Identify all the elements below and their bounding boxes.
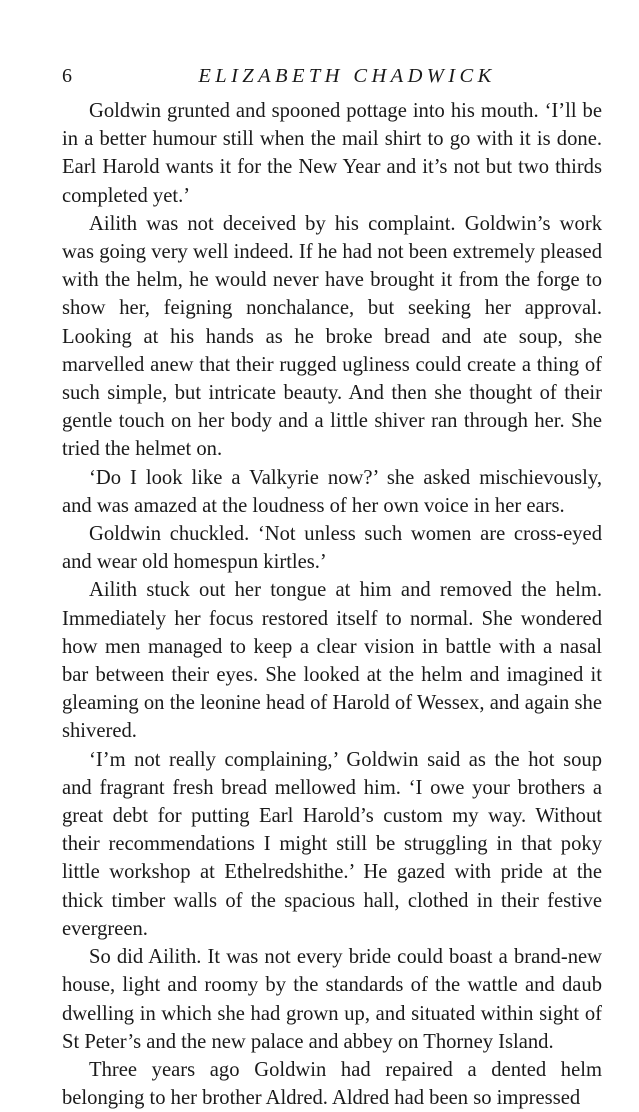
- paragraph: ‘I’m not really complaining,’ Goldwin said as the hot soup and fragrant fresh bread mellowed him. ‘I owe your brothers a great debt for putting Earl Harold’s custom my way. Without their recommendations I might still be struggling in that poky little workshop at Ethelredshithe.’ He gazed with pride at the thick timber walls of the spacious hall, clothed in their festive evergreen.: [62, 748, 602, 940]
- paragraph: Goldwin grunted and spooned pottage into his mouth. ‘I’ll be in a better humour still when the mail shirt to go with it is done. Earl Harold wants it for the New Year and it’s not but two thirds completed yet.’: [62, 100, 602, 207]
- page-header: [62, 62, 602, 90]
- paragraph: ‘Do I look like a Valkyrie now?’ she asked mischievously, and was amazed at the loudness of her own voice in her ears.: [62, 466, 602, 517]
- running-head: ELIZABETH CHADWICK: [198, 65, 496, 87]
- paragraph: Goldwin chuckled. ‘Not unless such women are cross-eyed and wear old homespun kirtles.’: [62, 523, 602, 574]
- body-text: [62, 97, 602, 1112]
- paragraph: Ailith was not deceived by his complaint. Goldwin’s work was going very well indeed. If he had not been extremely pleased with the helm, he would never have brought it from the forge to show her, feigning nonchalance, but seeking her approval. Looking at his hands as he broke bread and ate soup, she marvelled anew that their rugged ugliness could create a thing of such simple, but intricate beauty. And then she thought of their gentle touch on her body and a little shiver ran through her. She tried the helmet on.: [62, 212, 602, 461]
- page-number: 6: [62, 65, 72, 87]
- paragraph: Three years ago Goldwin had repaired a dented helm belonging to her brother Aldred. Aldred had been so impressed: [62, 1058, 602, 1110]
- paragraph: Ailith stuck out her tongue at him and removed the helm. Immediately her focus restored itself to normal. She wondered how men managed to keep a clear vision in battle with a nasal bar between their eyes. She looked at the helm and imagined it gleaming on the leonine head of Harold of Wessex, and again she shivered.: [62, 579, 602, 743]
- paragraph: So did Ailith. It was not every bride could boast a brand-new house, light and roomy by the standards of the wattle and daub dwelling in which she had grown up, and situated within sight of St Peter’s and the new palace and abbey on Thorney Island.: [62, 946, 602, 1053]
